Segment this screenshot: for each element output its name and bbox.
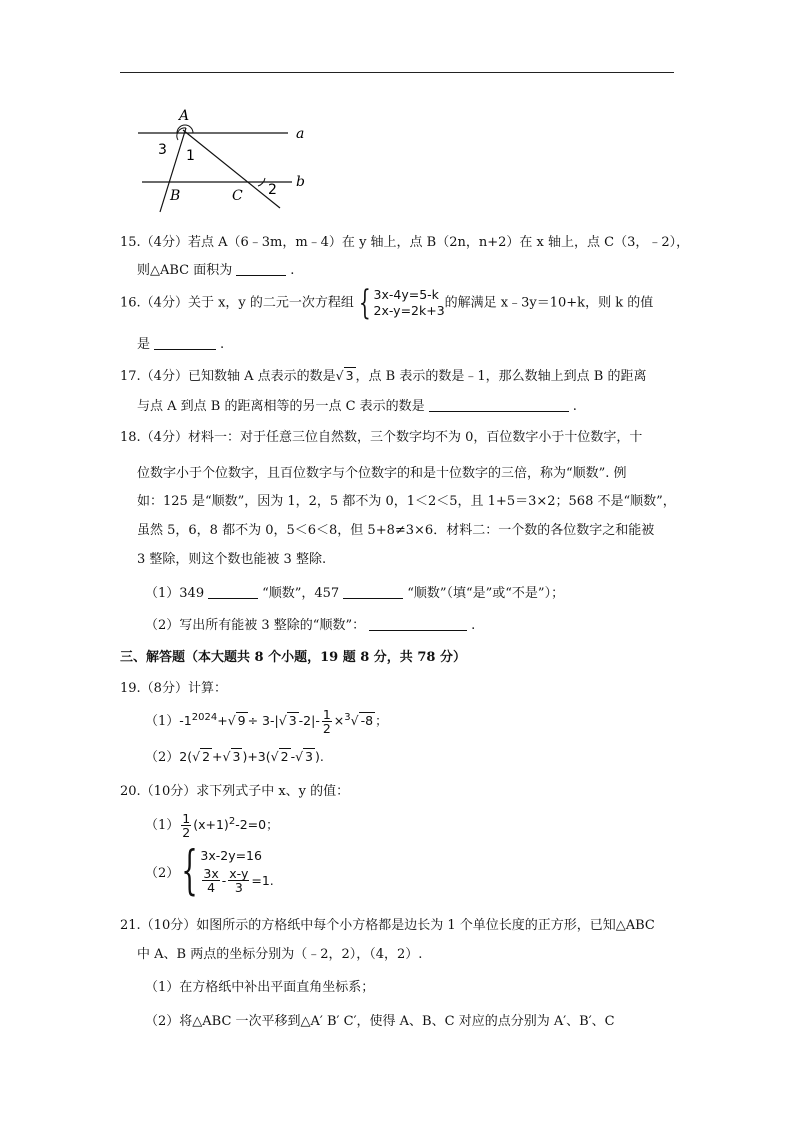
q19-p1-r1: 9 [237, 713, 246, 728]
q17-pre: 17.（4分）已知数轴 A 点表示的数是 [120, 369, 336, 384]
q19-p2-c: )+3( [242, 749, 271, 764]
q17-line1 [120, 365, 646, 384]
q16-line1 [120, 283, 654, 323]
q20-p2-eq1: 3x-2y=16 [200, 848, 262, 863]
q19-p2-b: + [212, 749, 223, 764]
q18-line5: 3 整除，则这个数也能被 3 整除. [137, 552, 327, 567]
q19-p2-r3: 2 [280, 749, 289, 764]
q16-line2 [137, 333, 224, 352]
q20-p1-b: -2=0； [235, 817, 279, 832]
q18-sub1-b: “顺数”，457 [262, 586, 340, 601]
label-A: A [179, 108, 190, 124]
q19-p2-r2: 3 [232, 749, 241, 764]
q19-p2-e: ). [315, 749, 324, 764]
q19-p1-r3: -8 [360, 713, 374, 728]
q16-eq1: 3x-4y=5-k [373, 287, 439, 302]
angle-label-3: 3 [158, 142, 167, 158]
q19-part1 [145, 708, 388, 735]
q20-p1-a: (x+1) [193, 817, 229, 832]
q19-p1-fd: 2 [322, 721, 331, 736]
q19-p2-label: （2） [145, 750, 180, 765]
q20-p2-frac1 [202, 867, 219, 894]
q19-p1-sqrt2: √ 3 [278, 713, 297, 728]
q20-p2-frac2 [228, 867, 249, 894]
q18-line3: 如：125 是“顺数”，因为 1，2，5 都不为 0，1＜2＜5，且 1+5＝3×2；568 不是“顺数”， [137, 494, 676, 509]
q19-p2-r4: 3 [305, 749, 313, 764]
q17-line2 [137, 395, 577, 414]
q18-blank-list[interactable] [369, 618, 467, 631]
q16-post: 的解满足 x﹣3y＝10+k，则 k 的值 [444, 295, 654, 311]
q19-p1-b: + [217, 713, 228, 728]
q20-p2-f1n: 3x [203, 866, 219, 881]
q20-p2-brace: { [181, 841, 199, 901]
q20-part1 [145, 812, 279, 839]
q19-p1-a: -1 [179, 713, 192, 728]
q20-p1-fd: 2 [182, 825, 191, 840]
q19-p1-sqrt1: √ 9 [227, 713, 246, 728]
q19-p1-c: ÷ 3-| [247, 713, 279, 728]
q20-p2-label: （2） [145, 865, 180, 881]
q15-line2 [137, 259, 294, 278]
label-B: B [170, 188, 181, 204]
q16-pre: 16.（4分）关于 x，y 的二元一次方程组 [120, 295, 354, 311]
q18-line1: 18.（4分）材料一：对于任意三位自然数，三个数字均不为 0，百位数字小于十位数字，十 [120, 430, 643, 445]
q20-p1-fn: 1 [182, 811, 191, 826]
q16-end: . [220, 337, 225, 352]
section3-title: 三、解答题（本大题共 8 个小题，19 题 8 分，共 78 分） [120, 650, 466, 665]
q17-sqrt: √ 3 [335, 368, 354, 383]
q19-p2-a: 2( [179, 749, 193, 764]
header-rule [120, 72, 674, 73]
angle-label-1: 1 [186, 148, 195, 164]
q20-p1-exp: 2 [228, 815, 236, 827]
q18-sub2-text: （2）写出所有能被 3 整除的“顺数”： [145, 618, 366, 633]
q20-p1-label: （1） [145, 818, 180, 833]
q15-end: . [290, 263, 295, 278]
q21-sub2: （2）将△ABC 一次平移到△A′ B′ C′，使得 A、B、C 对应的点分别为 A′、B′、C [145, 1014, 615, 1029]
q19-p2-sqrt2: √ 3 [222, 749, 241, 764]
q19-p1-cbrt-index: 3 [344, 711, 351, 723]
q17-answer-blank[interactable] [429, 399, 569, 412]
q19-p2-sqrt1: √ 2 [192, 749, 211, 764]
q21-sub1: （1）在方格纸中补出平面直角坐标系； [145, 980, 375, 995]
q19-p1-exp: 2024 [191, 711, 218, 723]
q18-end: . [471, 618, 476, 633]
q19-part2 [145, 746, 324, 765]
q16-answer-blank[interactable] [154, 337, 216, 350]
q19-p1-e: × [333, 713, 345, 728]
parallel-lines-figure [130, 100, 315, 215]
q20-stem: 20.（10分）求下列式子中 x、y 的值： [120, 784, 350, 799]
q18-line2: 位数字小于个位数字，且百位数字与个位数字的和是十位数字的三倍，称为“顺数”. 例 [137, 466, 627, 481]
q20-p2-end: . [269, 873, 274, 888]
q19-stem: 19.（8分）计算： [120, 681, 227, 696]
q17-radicand: 3 [345, 368, 354, 383]
q18-blank-349[interactable] [208, 586, 258, 599]
q20-part2 [145, 841, 274, 901]
q19-p2-d: - [290, 749, 296, 764]
q20-p2-f2n: x-y [229, 866, 249, 881]
q15-answer-blank[interactable] [236, 263, 286, 276]
q19-p1-end: ； [375, 713, 388, 728]
q17-post: ，点 B 表示的数是﹣1，那么数轴上到点 B 的距离 [355, 369, 647, 384]
q19-p1-label: （1） [145, 714, 180, 729]
label-a: a [296, 126, 305, 142]
q21-line1: 21.（10分）如图所示的方格纸中每个小方格都是边长为 1 个单位长度的正方形，已知△ABC [120, 918, 655, 933]
q19-p2-sqrt4: √ 3 [295, 749, 313, 764]
q20-p2-eq2-end: =1 [251, 873, 270, 888]
q16-text: 是 [137, 337, 151, 352]
label-b: b [296, 174, 305, 190]
q15-text: 则△ABC 面积为 [137, 263, 233, 278]
q19-p1-d: -2|- [298, 713, 320, 728]
q20-p2-f2d: 3 [234, 880, 243, 895]
q19-p1-cbrt: √ -8 [350, 713, 374, 728]
q18-sub2 [145, 614, 475, 633]
q16-system: { 3x-4y=5-k 2x-y=2k+3 [358, 283, 445, 323]
q19-p1-fn: 1 [322, 707, 331, 722]
q18-line4: 虽然 5，6，8 都不为 0，5＜6＜8，但 5+8≠3×6．材料二：一个数的各位数字之和能被 [137, 523, 655, 538]
q17-end: . [572, 399, 577, 414]
q20-p1-frac [181, 812, 191, 839]
q18-sub1-c: “顺数”（填“是”或“不是”）； [407, 586, 565, 601]
q20-p2-f1d: 4 [207, 880, 216, 895]
q18-blank-457[interactable] [343, 586, 403, 599]
q15-line1: 15.（4分）若点 A（6﹣3m，m﹣4）在 y 轴上，点 B（2n，n+2）在 x 轴上，点 C（3，﹣2）， [120, 235, 690, 250]
angle-label-2: 2 [268, 182, 277, 198]
q19-p1-frac [322, 708, 332, 735]
q19-p1-r2: 3 [288, 713, 297, 728]
q21-line2: 中 A、B 两点的坐标分别为（﹣2，2），（4，2）. [137, 947, 423, 962]
q18-sub1 [145, 582, 564, 601]
q18-sub1-a: （1）349 [145, 586, 205, 601]
label-C: C [232, 188, 243, 204]
q17-text: 与点 A 到点 B 的距离相等的另一点 C 表示的数是 [137, 399, 425, 414]
q16-eq2: 2x-y=2k+3 [373, 303, 445, 318]
q19-p2-sqrt3: √ 2 [270, 749, 289, 764]
q20-p2-minus: - [221, 873, 227, 888]
q19-p2-r1: 2 [202, 749, 211, 764]
